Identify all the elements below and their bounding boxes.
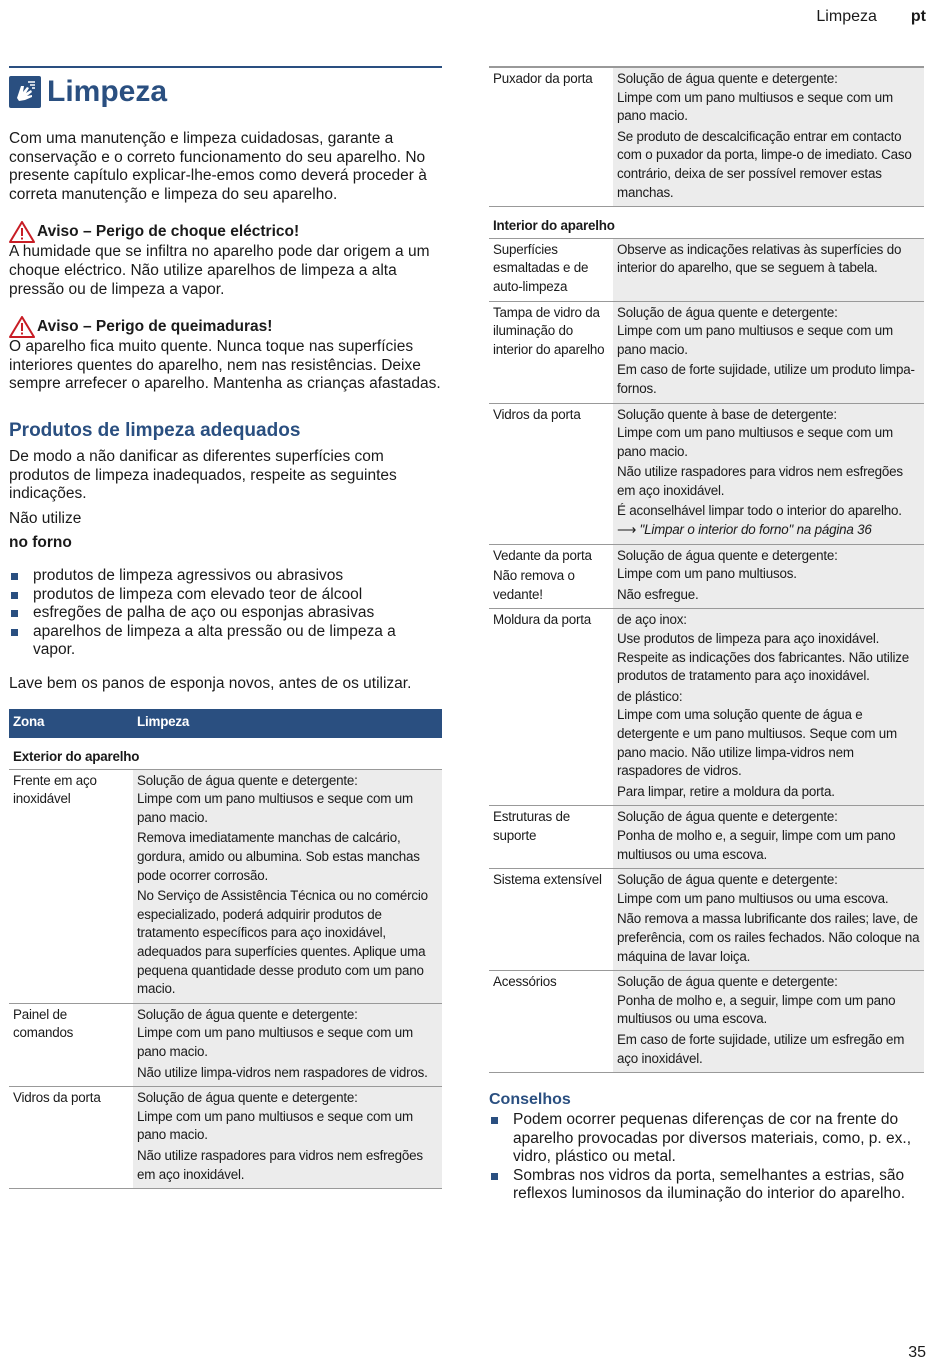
desc-line: Limpe com um pano multiusos ou uma escova.	[617, 890, 889, 906]
zone-cell: Vidros da porta	[9, 1087, 133, 1189]
title-row	[9, 66, 442, 114]
desc-line: Solução de água quente e detergente:	[617, 872, 838, 888]
warning-burn-heading: Aviso – Perigo de queimaduras!	[37, 318, 273, 336]
table-row	[489, 67, 924, 207]
warning-electric-text: A humidade que se infiltra no aparelho pode dar origem a um choque eléctrico. Não utilize aparelhos de limpeza a alta pressão ou de limpeza a vapor.	[9, 243, 430, 298]
warning-burn-title	[9, 316, 442, 338]
tips-heading: Conselhos	[489, 1091, 571, 1109]
desc-line: Solução de água quente e detergente:	[617, 304, 838, 320]
sponge-note: Lave bem os panos de esponja novos, antes de os utilizar.	[9, 674, 412, 692]
desc-cell	[613, 609, 924, 806]
section-label: Exterior do aparelho	[9, 738, 442, 769]
desc-line: Solução de água quente e detergente:	[617, 71, 838, 86]
desc-line: Não esfregue.	[617, 586, 699, 602]
desc-line: Solução de água quente e detergente:	[617, 809, 838, 825]
avoid-list	[9, 567, 442, 660]
zone-cell: Vidros da porta	[489, 403, 613, 544]
reference-link[interactable]: "Limpar o interior do forno" na página 36	[639, 522, 872, 538]
table-row	[489, 869, 924, 971]
table-row	[489, 971, 924, 1073]
table-row	[9, 769, 442, 1003]
zone-note: Não remova o vedante!	[493, 568, 575, 602]
desc-line: Limpe com um pano multiusos e seque com um pano macio.	[617, 323, 893, 357]
table-row	[489, 238, 924, 301]
desc-line: No Serviço de Assistência Técnica ou no comércio especializado, poderá adquirir produtos de tratamento específicos para aço inoxidável, adequados para superfícies quentes. Aplique uma pequena quantidade desse produto com um pano macio.	[137, 888, 428, 997]
table-row	[9, 1003, 442, 1086]
desc-line: Solução quente à base de detergente:	[617, 406, 837, 422]
desc-cell	[133, 769, 442, 1003]
section-exterior	[9, 738, 442, 769]
products-heading: Produtos de limpeza adequados	[9, 419, 301, 441]
table-row	[489, 609, 924, 806]
tips-list	[489, 1111, 924, 1204]
desc-line: Limpe com um pano multiusos e seque com um pano macio.	[617, 89, 893, 124]
desc-cell	[613, 869, 924, 971]
desc-line: Não utilize limpa-vidros nem raspadores de vidros.	[137, 1064, 428, 1080]
header-section: Limpeza	[816, 8, 877, 25]
cleaning-table-part1	[9, 709, 442, 1189]
desc-line: Limpe com um pano multiusos e seque com um pano macio.	[137, 1108, 413, 1143]
desc-line: Limpe com uma solução quente de água e detergente e um pano multiusos. Seque com um pano macio. Não utilize limpa-vidros nem raspadores de vidros.	[617, 707, 898, 779]
desc-line: Limpe com um pano multiusos e seque com um pano macio.	[137, 1025, 413, 1059]
table-row	[489, 806, 924, 869]
desc-cell	[613, 67, 924, 207]
table-row	[489, 403, 924, 544]
list-item: aparelhos de limpeza a alta pressão ou de limpeza a vapor.	[9, 623, 442, 660]
warning-burn-text: O aparelho fica muito quente. Nunca toque nas superfícies interiores quentes do aparelho, nem nas resistências. Deixe sempre arrefecer o aparelho. Mantenha as crianças afastadas.	[9, 338, 441, 393]
list-item: produtos de limpeza com elevado teor de álcool	[9, 586, 442, 605]
zone-cell: Superfícies esmaltadas e de auto-limpeza	[489, 238, 613, 301]
cleaning-table-part2	[489, 66, 924, 1073]
zone-cell: Moldura da porta	[489, 609, 613, 806]
desc-cell	[613, 238, 924, 301]
arrow-right-icon: ⟶	[617, 522, 640, 538]
right-column	[489, 66, 924, 1204]
not-use-label: Não utilize	[9, 509, 82, 527]
desc-line: Em caso de forte sujidade, utilize um esfregão em aço inoxidável.	[617, 1031, 905, 1066]
desc-line: Limpe com um pano multiusos.	[617, 566, 797, 582]
zone-label: Vedante da porta	[493, 547, 592, 563]
desc-line: Limpe com um pano multiusos e seque com um pano macio.	[137, 791, 413, 825]
col-cleaning: Limpeza	[133, 709, 442, 738]
desc-line: Se produto de descalcificação entrar em contacto com o puxador da porta, limpe-o de imediato. Caso contrário, deixa de ser possível remover estas manchas.	[617, 128, 912, 200]
table-row	[9, 1087, 442, 1189]
intro-text: Com uma manutenção e limpeza cuidadosas, garante a conservação e o correto funcionamento do seu aparelho. No presente capítulo explicar-lhe-emos como deverá proceder à correta manutenção e limpeza do seu aparelho.	[9, 130, 427, 203]
desc-line: de aço inox:	[617, 612, 687, 628]
desc-line: Limpe com um pano multiusos e seque com um pano macio.	[617, 425, 893, 459]
desc-cell	[133, 1087, 442, 1189]
left-column	[9, 66, 442, 1189]
desc-line: É aconselhável limpar todo o interior do aparelho.	[617, 503, 902, 519]
desc-cell	[133, 1003, 442, 1086]
page-number: 35	[908, 1344, 926, 1361]
desc-line: Não remova a massa lubrificante dos railes; lave, de preferência, com os railes fechados. Não coloque na máquina de lavar loiça.	[617, 911, 920, 964]
desc-line: Solução de água quente e detergente:	[617, 547, 838, 563]
list-item: esfregões de palha de aço ou esponjas abrasivas	[9, 604, 442, 623]
desc-line: de plástico:	[617, 688, 683, 704]
zone-cell: Puxador da porta	[489, 67, 613, 207]
page-title: Limpeza	[47, 75, 168, 108]
desc-cell	[613, 403, 924, 544]
col-zone: Zona	[9, 709, 133, 738]
desc-line: Para limpar, retire a moldura da porta.	[617, 783, 835, 799]
desc-line: Ponha de molho e, a seguir, limpe com um pano multiusos ou uma escova.	[617, 992, 896, 1027]
zone-cell: Acessórios	[489, 971, 613, 1073]
desc-line: Não utilize raspadores para vidros nem esfregões em aço inoxidável.	[137, 1147, 423, 1182]
header-language: pt	[910, 8, 926, 25]
zone-cell: Tampa de vidro da iluminação do interior do aparelho	[489, 301, 613, 403]
warning-triangle-icon	[9, 316, 35, 338]
list-item: Podem ocorrer pequenas diferenças de cor na frente do aparelho provocadas por diversos materiais, como, p. ex., vidro, plástico ou metal.	[489, 1111, 924, 1167]
desc-line: Remova imediatamente manchas de calcário, gordura, amido ou albumina. Sob estas manchas pode ocorrer corrosão.	[137, 830, 420, 883]
table-header	[9, 709, 442, 738]
section-label: Interior do aparelho	[489, 207, 924, 239]
desc-cell	[613, 806, 924, 869]
zone-cell	[489, 544, 613, 609]
zone-cell: Frente em aço inoxidável	[9, 769, 133, 1003]
desc-line: Em caso de forte sujidade, utilize um produto limpa-fornos.	[617, 362, 915, 396]
desc-line: Não utilize raspadores para vidros nem esfregões em aço inoxidável.	[617, 464, 903, 498]
zone-cell: Sistema extensível	[489, 869, 613, 971]
desc-line: Use produtos de limpeza para aço inoxidável. Respeite as indicações dos fabricantes. Não utilize produtos de tratamento para aço inoxidável.	[617, 631, 909, 684]
page-reference	[617, 521, 920, 540]
desc-line: Solução de água quente e detergente:	[137, 1090, 358, 1106]
page-header	[816, 8, 926, 26]
table-row	[489, 301, 924, 403]
desc-line: Solução de água quente e detergente:	[137, 1006, 358, 1022]
products-text: De modo a não danificar as diferentes superfícies com produtos de limpeza inadequados, respeite as seguintes indicações.	[9, 447, 397, 503]
cleaning-hand-icon	[9, 76, 41, 108]
zone-cell: Painel de comandos	[9, 1003, 133, 1086]
warning-triangle-icon	[9, 221, 35, 243]
warning-electric-heading: Aviso – Perigo de choque eléctrico!	[37, 223, 300, 241]
desc-cell	[613, 301, 924, 403]
desc-line: Solução de água quente e detergente:	[617, 974, 838, 990]
desc-line: Ponha de molho e, a seguir, limpe com um pano multiusos ou uma escova.	[617, 827, 896, 862]
list-item: Sombras nos vidros da porta, semelhantes a estrias, são reflexos luminosos da iluminação do interior do aparelho.	[489, 1167, 924, 1204]
tips-section	[489, 1091, 924, 1204]
table-row	[489, 544, 924, 609]
desc-cell	[613, 544, 924, 609]
desc-line: Observe as indicações relativas às superfícies do interior do aparelho, que se seguem à tabela.	[617, 241, 902, 276]
list-item: produtos de limpeza agressivos ou abrasivos	[9, 567, 442, 586]
in-oven-label: no forno	[9, 534, 72, 552]
desc-cell	[613, 971, 924, 1073]
zone-cell: Estruturas de suporte	[489, 806, 613, 869]
section-interior	[489, 207, 924, 239]
desc-line: Solução de água quente e detergente:	[137, 772, 358, 788]
warning-electric-title	[9, 221, 442, 243]
